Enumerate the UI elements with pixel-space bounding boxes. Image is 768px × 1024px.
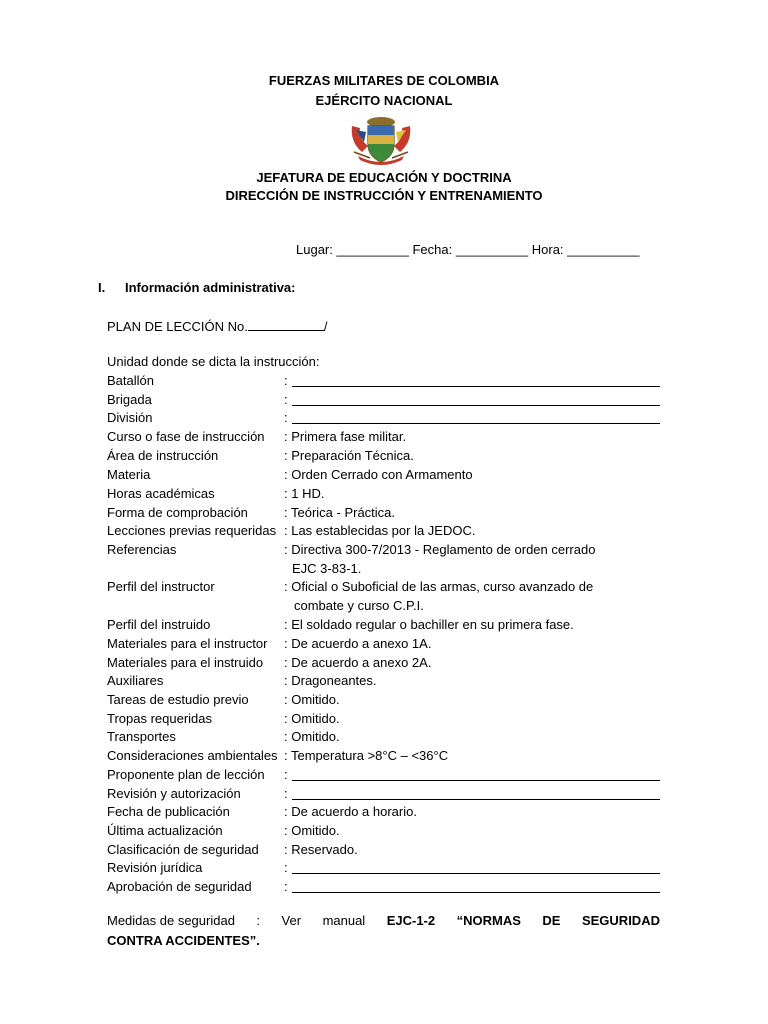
field-blank-line[interactable] [292, 405, 660, 406]
section-heading [98, 280, 295, 295]
field-colon: : [284, 879, 288, 894]
field-colon: : [284, 373, 288, 388]
field-label: Materiales para el instructor [107, 636, 268, 651]
field-label: División [107, 410, 153, 425]
field-label: Horas académicas [107, 486, 215, 501]
safety-word: Ver [281, 913, 302, 928]
fecha-blank[interactable]: __________ [455, 242, 529, 257]
header-line-2: EJÉRCITO NACIONAL [315, 93, 453, 108]
lesson-plan-number [107, 318, 328, 334]
section-title: Información administrativa: [125, 280, 296, 295]
header-line-1: FUERZAS MILITARES DE COLOMBIA [268, 73, 500, 88]
field-value: : Omitido. [284, 692, 340, 707]
army-coat-of-arms-icon [348, 112, 414, 168]
field-label: Área de instrucción [107, 448, 219, 463]
field-blank-line[interactable] [292, 892, 660, 893]
field-value: : Directiva 300-7/2013 - Reglamento de orden cerrado [284, 542, 596, 557]
field-value: : Preparación Técnica. [284, 448, 414, 463]
field-value: : El soldado regular o bachiller en su primera fase. [284, 617, 574, 632]
place-date-time-line [296, 242, 639, 257]
field-label: Lecciones previas requeridas [107, 523, 277, 538]
field-label: Forma de comprobación [107, 505, 248, 520]
plan-suffix: / [323, 319, 328, 334]
field-blank-line[interactable] [292, 423, 660, 424]
field-value: : Omitido. [284, 729, 340, 744]
field-continuation: combate y curso C.P.I. [294, 598, 424, 613]
field-label: Proponente plan de lección [107, 767, 265, 782]
field-label: Consideraciones ambientales [107, 748, 278, 763]
plan-label: PLAN DE LECCIÓN No. [107, 319, 248, 334]
field-label: Auxiliares [107, 673, 164, 688]
field-label: Materiales para el instruido [107, 655, 264, 670]
field-blank-line[interactable] [292, 386, 660, 387]
field-label: Tareas de estudio previo [107, 692, 249, 707]
header-line-3: JEFATURA DE EDUCACIÓN Y DOCTRINA [256, 170, 512, 185]
field-label: Última actualización [107, 823, 223, 838]
hora-blank[interactable]: __________ [567, 242, 640, 257]
field-colon: : [284, 410, 288, 425]
field-value: : Temperatura >8°C – <36°C [284, 748, 449, 763]
field-value: : Omitido. [284, 823, 340, 838]
field-label: Clasificación de seguridad [107, 842, 259, 857]
field-value: : Reservado. [284, 842, 358, 857]
safety-colon: : [256, 913, 261, 928]
field-blank-line[interactable] [292, 873, 660, 874]
field-value: : Orden Cerrado con Armamento [284, 467, 473, 482]
safety-line-2: CONTRA ACCIDENTES”. [107, 933, 260, 948]
safety-word: SEGURIDAD [581, 913, 660, 928]
field-label: Materia [107, 467, 151, 482]
field-colon: : [284, 767, 288, 782]
field-continuation: EJC 3-83-1. [292, 561, 362, 576]
field-label: Referencias [107, 542, 177, 557]
field-label: Fecha de publicación [107, 804, 230, 819]
safety-measures-paragraph [107, 913, 660, 948]
field-label: Curso o fase de instrucción [107, 429, 265, 444]
hora-label: Hora: [531, 242, 564, 257]
field-value: : De acuerdo a anexo 1A. [284, 636, 432, 651]
field-label: Brigada [107, 392, 152, 407]
field-value: : De acuerdo a anexo 2A. [284, 655, 432, 670]
field-value: : Primera fase militar. [284, 429, 407, 444]
field-blank-line[interactable] [292, 799, 660, 800]
field-label: Revisión jurídica [107, 860, 203, 875]
field-label: Revisión y autorización [107, 786, 241, 801]
lugar-label: Lugar: [296, 242, 333, 257]
field-value: : Omitido. [284, 711, 340, 726]
header-line-4: DIRECCIÓN DE INSTRUCCIÓN Y ENTRENAMIENTO [225, 188, 543, 203]
section-number: I. [98, 280, 106, 295]
field-label: Batallón [107, 373, 154, 388]
safety-manual-code: EJC-1-2 [386, 913, 436, 928]
field-value: : 1 HD. [284, 486, 325, 501]
field-value: : De acuerdo a horario. [284, 804, 417, 819]
unit-heading: Unidad donde se dicta la instrucción: [107, 354, 320, 369]
field-colon: : [284, 392, 288, 407]
fecha-label: Fecha: [412, 242, 453, 257]
field-colon: : [284, 786, 288, 801]
safety-word: DE [542, 913, 561, 928]
field-colon: : [284, 860, 288, 875]
field-value: : Dragoneantes. [284, 673, 377, 688]
safety-word: “NORMAS [456, 913, 521, 928]
field-label: Transportes [107, 729, 176, 744]
field-value: : Oficial o Suboficial de las armas, curso avanzado de [284, 579, 594, 594]
field-value: : Teórica - Práctica. [284, 505, 396, 520]
safety-word: manual [322, 913, 366, 928]
plan-number-blank[interactable] [248, 318, 324, 331]
field-value: : Las establecidas por la JEDOC. [284, 523, 476, 538]
field-label: Perfil del instructor [107, 579, 215, 594]
field-label: Tropas requeridas [107, 711, 213, 726]
safety-label: Medidas de seguridad [107, 913, 235, 928]
field-label: Aprobación de seguridad [107, 879, 252, 894]
field-blank-line[interactable] [292, 780, 660, 781]
field-label: Perfil del instruido [107, 617, 211, 632]
lugar-blank[interactable]: __________ [336, 242, 409, 257]
